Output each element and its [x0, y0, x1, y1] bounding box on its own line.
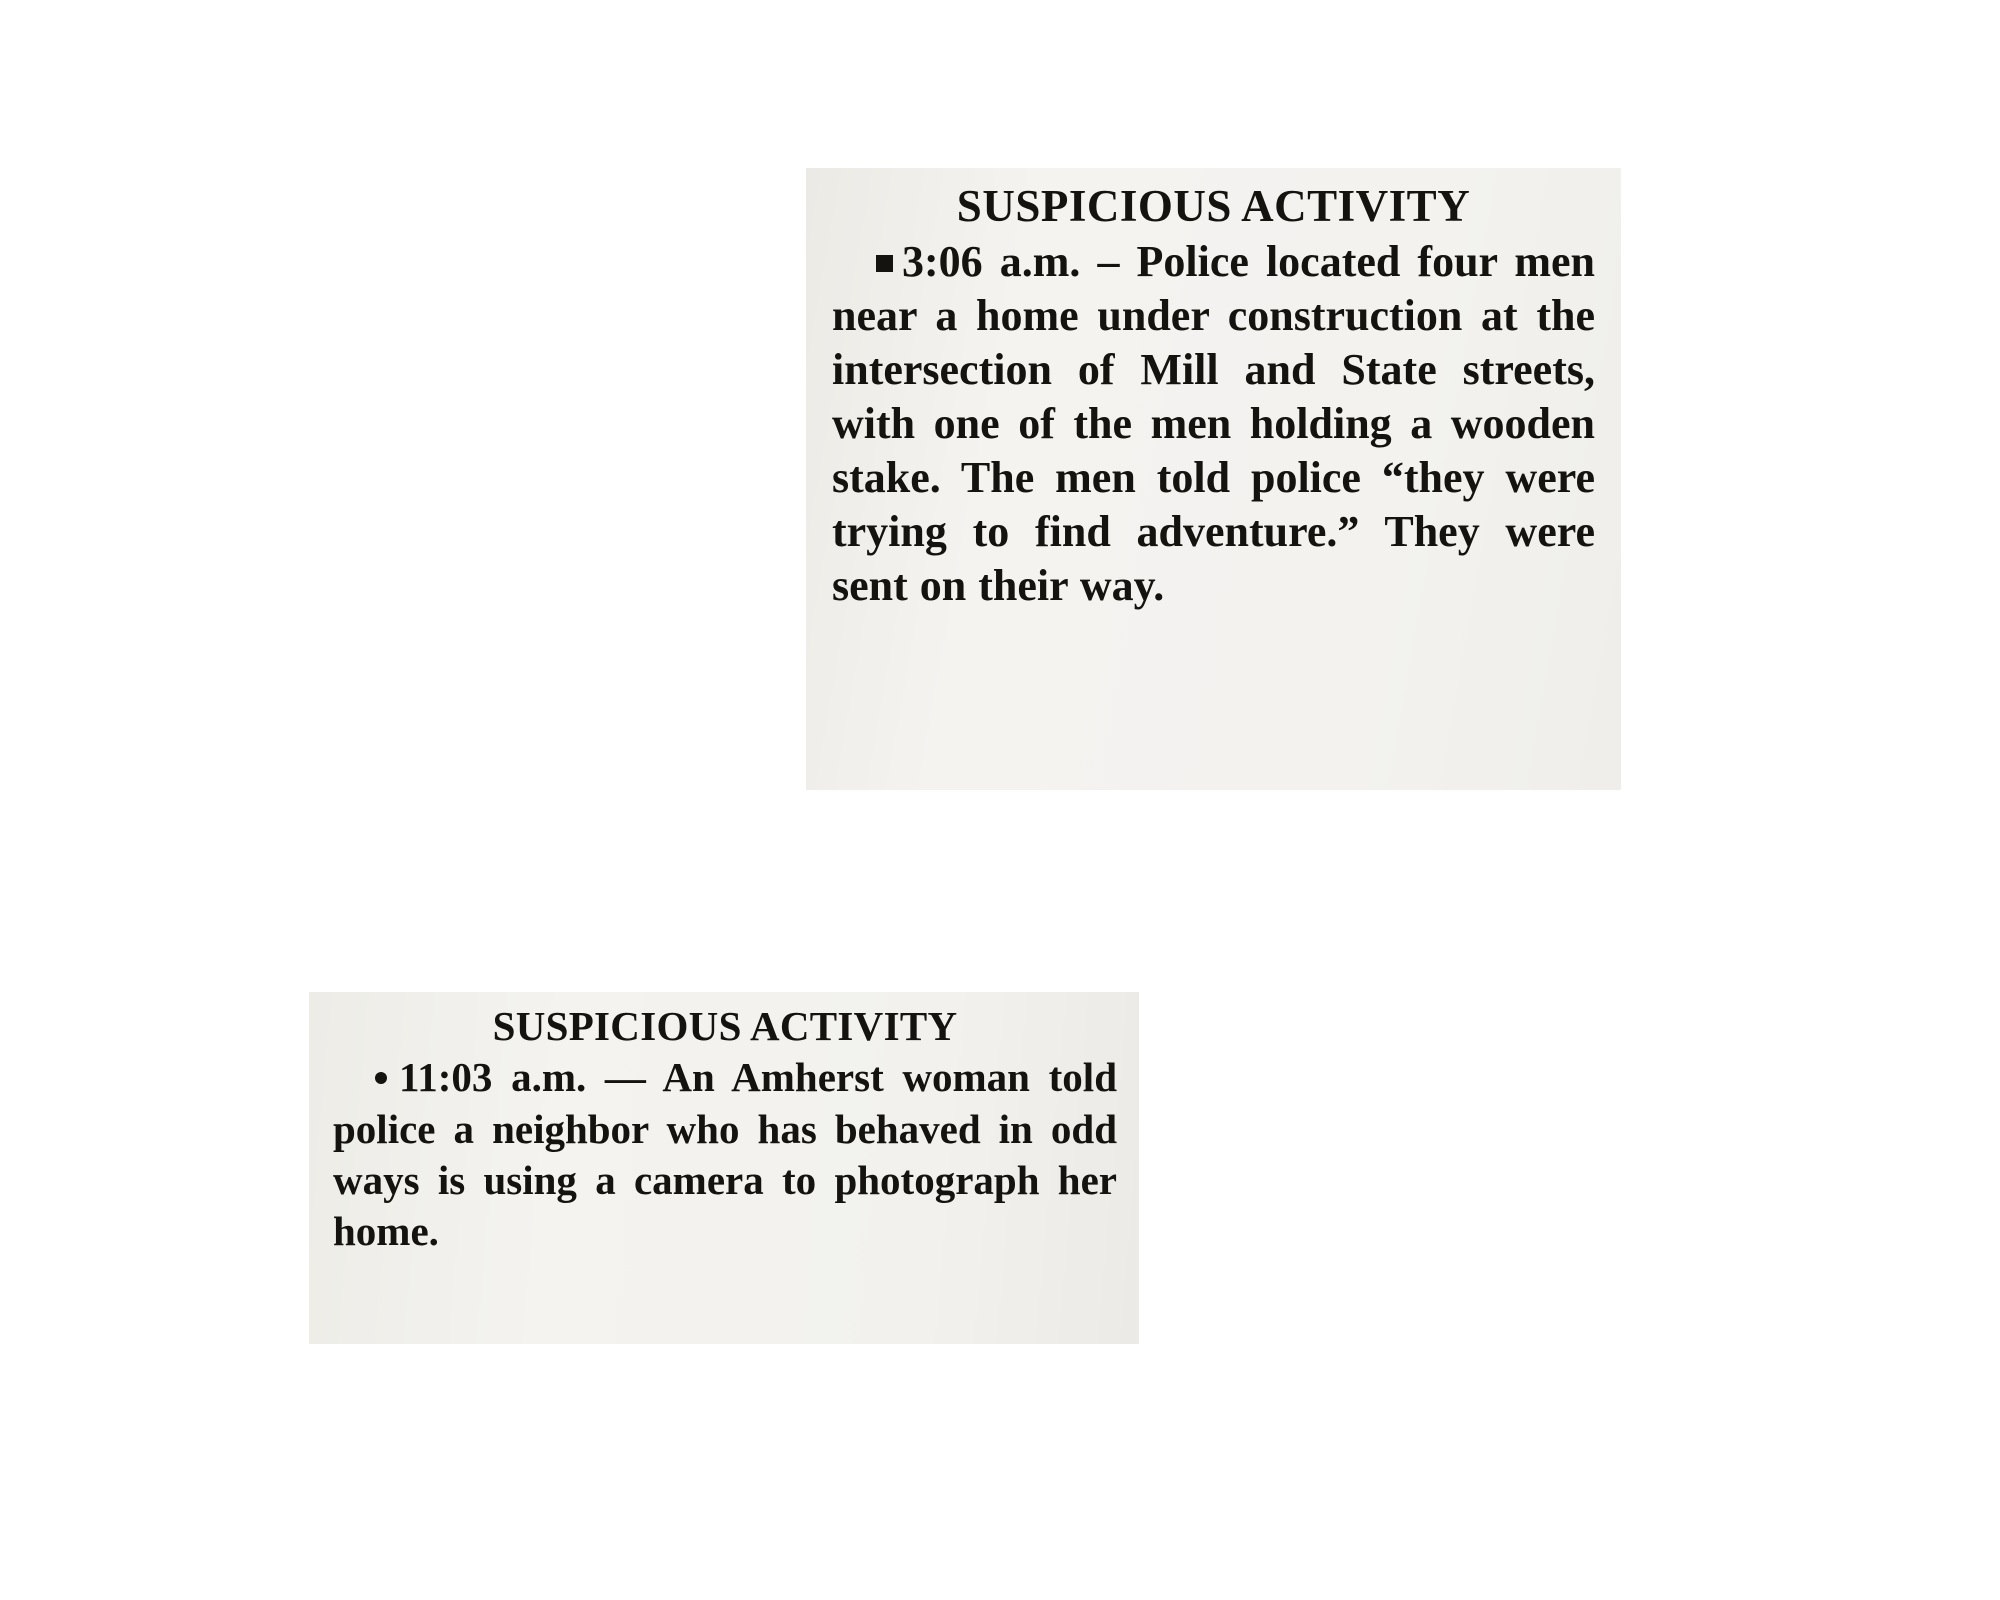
clipping-dash: —	[604, 1054, 646, 1101]
clipping-dash: –	[1097, 236, 1120, 286]
clipping-body-text: Police located four men near a home under construction at the intersection of Mill and State streets, with one of the men holding a wooden stake. The men told police “they were trying to find adventure.” They were sent on their way.	[832, 236, 1595, 611]
news-clipping-suspicious-activity-0306	[806, 168, 1621, 790]
clipping-time: 11:03 a.m.	[399, 1054, 587, 1101]
clipping-body	[832, 235, 1595, 614]
square-bullet-icon	[876, 255, 893, 272]
clipping-body	[333, 1052, 1117, 1257]
clipping-time: 3:06 a.m.	[902, 236, 1081, 286]
clipping-headline: SUSPICIOUS ACTIVITY	[492, 1003, 958, 1049]
round-bullet-icon	[375, 1072, 387, 1084]
clipping-body-text: An Amherst woman told police a neighbor who has behaved in odd ways is using a camera to photograph her home.	[333, 1054, 1118, 1255]
news-clipping-suspicious-activity-1103	[309, 992, 1139, 1344]
clipping-headline: SUSPICIOUS ACTIVITY	[956, 181, 1471, 231]
